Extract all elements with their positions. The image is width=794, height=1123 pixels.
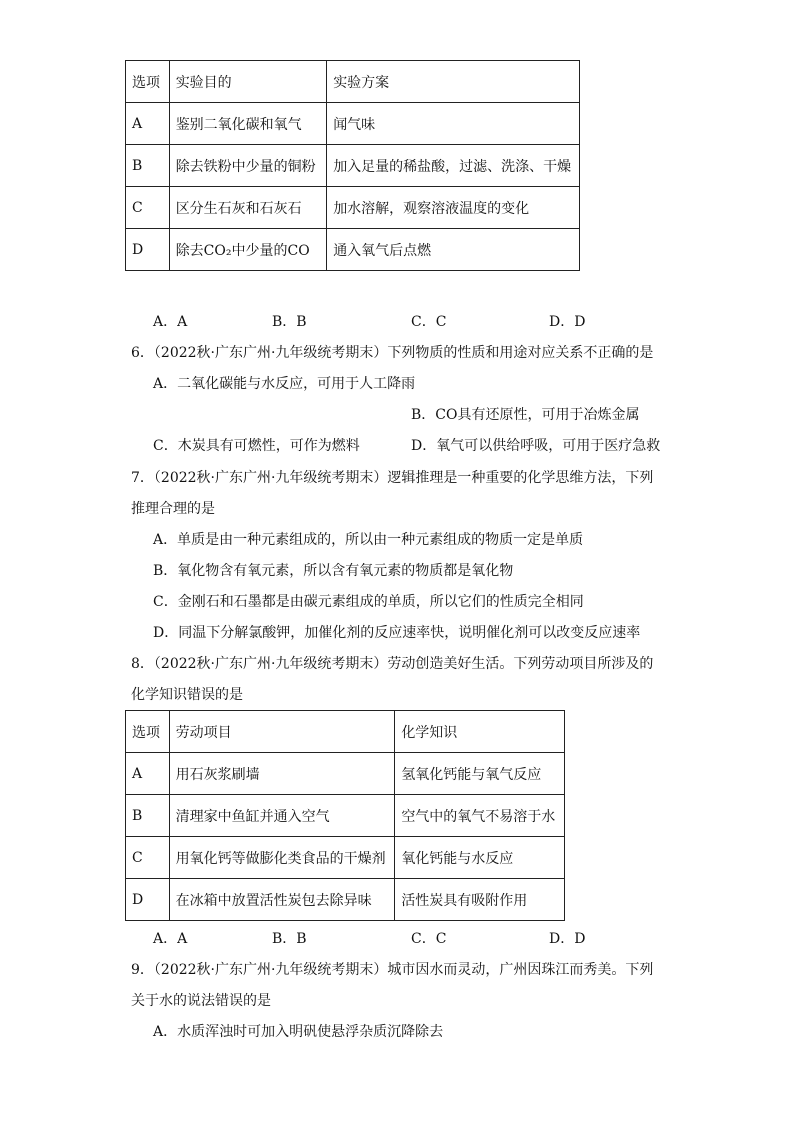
table-cell: C (126, 187, 170, 229)
option-a[interactable]: A．A (153, 314, 188, 330)
table-header-row (126, 61, 580, 103)
option-a[interactable]: A．A (153, 931, 188, 947)
table-cell: D (126, 229, 170, 271)
question-7-stem: 7．（2022秋·广东广州·九年级统考期末）逻辑推理是一种重要的化学思维方法，下列 (131, 470, 654, 486)
table-cell: 鉴别二氧化碳和氧气 (169, 103, 327, 145)
table-cell: 活性炭具有吸附作用 (395, 879, 565, 921)
table-cell: A (126, 753, 170, 795)
option-b[interactable]: B．B (272, 931, 307, 947)
table-cell: 空气中的氧气不易溶于水 (395, 795, 565, 837)
question-8-stem: 8．（2022秋·广东广州·九年级统考期末）劳动创造美好生活。下列劳动项目所涉及的 (131, 656, 654, 672)
table-row (126, 795, 565, 837)
table-cell: 清理家中鱼缸并通入空气 (169, 795, 395, 837)
q7-option-b[interactable]: B．氧化物含有氧元素，所以含有氧元素的物质都是氧化物 (153, 563, 514, 579)
table-cell: 区分生石灰和石灰石 (169, 187, 327, 229)
option-c[interactable]: C．C (411, 314, 447, 330)
q6-option-b[interactable]: B．CO具有还原性，可用于冶炼金属 (411, 407, 640, 423)
table-cell: 加水溶解，观察溶液温度的变化 (327, 187, 580, 229)
question-9-stem-cont: 关于水的说法错误的是 (131, 993, 271, 1009)
table-cell: 氢氧化钙能与氧气反应 (395, 753, 565, 795)
option-d[interactable]: D．D (549, 314, 586, 330)
table-cell: 氧化钙能与水反应 (395, 837, 565, 879)
q7-option-c[interactable]: C．金刚石和石墨都是由碳元素组成的单质，所以它们的性质完全相同 (153, 594, 584, 610)
table-row (126, 753, 565, 795)
question-7-stem-cont: 推理合理的是 (131, 501, 215, 517)
table-cell: C (126, 837, 170, 879)
question-8-stem-cont: 化学知识错误的是 (131, 687, 243, 703)
experiment-table (125, 60, 580, 271)
table-cell: 闻气味 (327, 103, 580, 145)
q6-option-c[interactable]: C．木炭具有可燃性，可作为燃料 (153, 438, 360, 454)
q8-options (0, 928, 794, 948)
table-row (126, 145, 580, 187)
table-header-cell: 选项 (126, 61, 170, 103)
table-cell: D (126, 879, 170, 921)
table-row (126, 103, 580, 145)
table-cell: 加入足量的稀盐酸，过滤、洗涤、干燥 (327, 145, 580, 187)
table-row (126, 229, 580, 271)
labor-table (125, 710, 565, 921)
table-cell: 在冰箱中放置活性炭包去除异味 (169, 879, 395, 921)
question-6-stem: 6．（2022秋·广东广州·九年级统考期末）下列物质的性质和用途对应关系不正确的是 (131, 345, 654, 361)
q7-option-a[interactable]: A．单质是由一种元素组成的，所以由一种元素组成的物质一定是单质 (153, 532, 584, 548)
table-header-cell: 化学知识 (395, 711, 565, 753)
q6-option-d[interactable]: D．氧气可以供给呼吸，可用于医疗急救 (411, 438, 661, 454)
table-header-row (126, 711, 565, 753)
table-header-cell: 选项 (126, 711, 170, 753)
table-cell: 除去CO₂中少量的CO (169, 229, 327, 271)
table-cell: 通入氧气后点燃 (327, 229, 580, 271)
table-cell: 用氧化钙等做膨化类食品的干燥剂 (169, 837, 395, 879)
table-cell: 用石灰浆刷墙 (169, 753, 395, 795)
table-row (126, 837, 565, 879)
table-header-cell: 实验目的 (169, 61, 327, 103)
table-row (126, 187, 580, 229)
option-c[interactable]: C．C (411, 931, 447, 947)
table-cell: A (126, 103, 170, 145)
table-header-cell: 劳动项目 (169, 711, 395, 753)
q7-option-d[interactable]: D．同温下分解氯酸钾，加催化剂的反应速率快，说明催化剂可以改变反应速率 (153, 625, 641, 641)
table-cell: B (126, 145, 170, 187)
table-cell: B (126, 795, 170, 837)
q6-option-a[interactable]: A．二氧化碳能与水反应，可用于人工降雨 (153, 376, 416, 392)
q5-options (0, 311, 794, 331)
table-row (126, 879, 565, 921)
table-cell: 除去铁粉中少量的铜粉 (169, 145, 327, 187)
option-b[interactable]: B．B (272, 314, 307, 330)
table-header-cell: 实验方案 (327, 61, 580, 103)
q9-option-a[interactable]: A．水质浑浊时可加入明矾使悬浮杂质沉降除去 (153, 1024, 444, 1040)
option-d[interactable]: D．D (549, 931, 586, 947)
question-9-stem: 9．（2022秋·广东广州·九年级统考期末）城市因水而灵动，广州因珠江而秀美。下列 (131, 962, 654, 978)
